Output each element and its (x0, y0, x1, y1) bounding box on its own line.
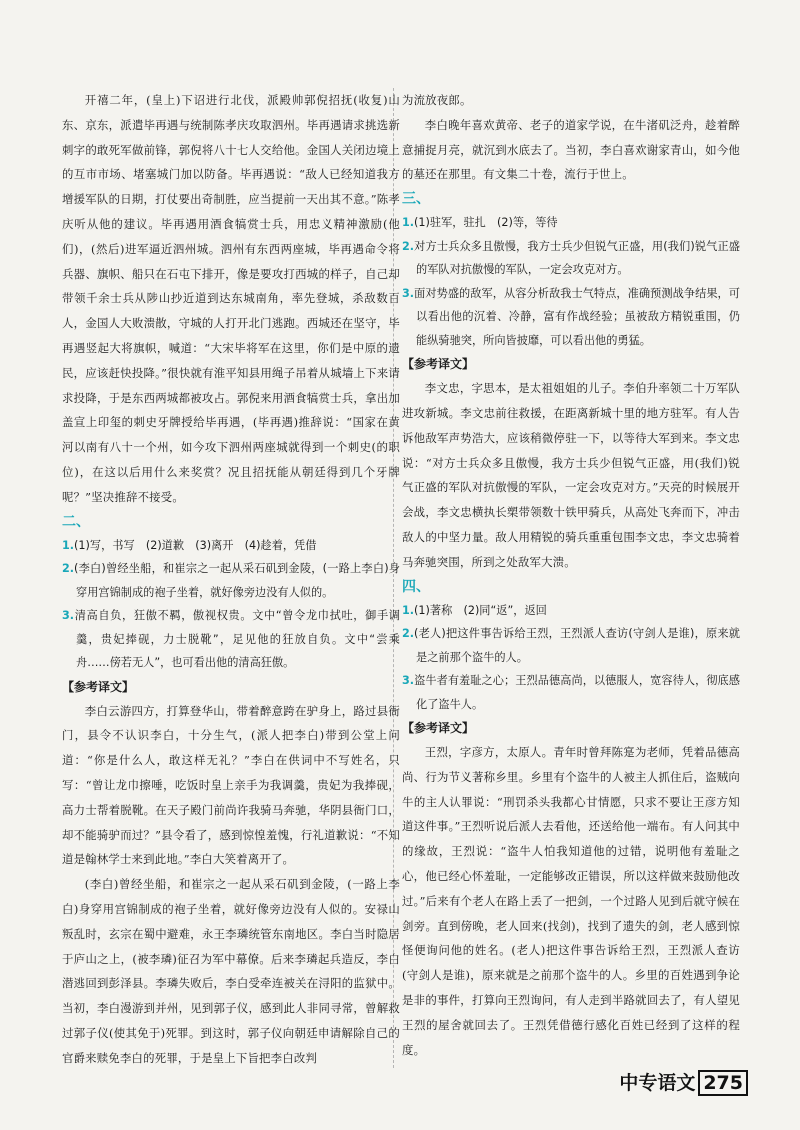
answer-text: 清高自负，狂傲不羁，傲视权贵。文中“曾令龙巾拭吐，御手调羹，贵妃捧砚，力士脱靴”，足见他的狂放自负。文中“尝乘舟……傍若无人”，也可看出他的清高狂傲。 (74, 609, 400, 670)
answer-item (402, 211, 740, 235)
answer-number: 3. (62, 609, 75, 623)
answer-number: 1. (62, 538, 75, 552)
answer-number: 3. (402, 286, 415, 300)
answer-text: 面对势盛的敌军，从容分析敌我士气特点，准确预测战争结果，可以看出他的沉着、冷静，富有作战经验；虽被敌方精锐重围，仍能纵骑驰突，所向皆披靡，可以看出他的勇猛。 (414, 286, 740, 347)
translation-paragraph: 李白云游四方，打算登华山，带着醉意跨在驴身上，路过县衙门，县令不认识李白，十分生气，(派人把李白)带到公堂上问道：“你是什么人，敢这样无礼？”李白在供词中不写姓名，只写：“曾让龙巾擦唾，吃饭时皇上亲手为我调羹，贵妃为我捧砚，高力士帮着脱靴。在天子殿门前尚许我骑马奔驰，华阴县衙门口，却不能骑驴而过？”县令看了，感到惊惶羞愧，行礼道歉说：“不知道是翰林学士来到此地。”李白大笑着离开了。 (62, 703, 400, 867)
reference-translation-label: 【参考译文】 (402, 357, 475, 372)
translation-paragraph: 李文忠，字思本，是太祖姐姐的儿子。李伯升率领二十万军队进攻新城。李文忠前往救援，在距离新城十里的地方驻军。有人告诉他敌军声势浩大，应该稍微停驻一下，以等待大军到来。李文忠说：“对方士兵众多且傲慢，我方士兵少但锐气正盛，用(我们)锐气正盛的军队对抗傲慢的军队，一定会攻克对方。”天亮的时候展开会战，李文忠横执长槊带领数十铁甲骑兵，从高处飞奔而下，冲击敌人的中坚力量。敌人用精锐的骑兵重重包围李文忠，李文忠骑着马奔驰突围，所到之处敌军大溃。 (402, 381, 740, 569)
answer-item (402, 599, 740, 623)
answer-text: 盗牛者有羞耻之心；王烈品德高尚，以德服人，宽容待人，彻底感化了盗牛人。 (414, 674, 740, 711)
answer-item (402, 622, 740, 669)
answer-item (62, 534, 400, 558)
section-heading-2: 二、 (62, 513, 90, 530)
translation-paragraph: 王烈，字彦方，太原人。青年时曾拜陈寔为老师，凭着品德高尚、行为节义著称乡里。乡里有个盗牛的人被主人抓住后，盗贼向牛的主人认罪说：“刑罚杀头我都心甘情愿，只求不要让王彦方知道这件事。”王烈听说后派人去看他，还送给他一端布。有人问其中的缘故，王烈说：“盗牛人怕我知道他的过错，说明他有羞耻之心，他已经心怀羞耻，一定能够改正错误，所以这样做来鼓励他改过。”后来有个老人在路上丢了一把剑，一个过路人见到后就守候在剑旁。直到傍晚，老人回来(找剑)，找到了遗失的剑，老人感到惊怪便询问他的姓名。(老人)把这件事告诉给王烈，王烈派人查访(守剑人是谁)，原来就是之前那个盗牛的人。乡里的百姓遇到争论是非的事件，打算向王烈询问，有人走到半路就回去了，有人望见王烈的屋舍就回去了。王烈凭借德行感化百姓已经到了这样的程度。 (402, 745, 740, 1057)
answer-text: 对方士兵众多且傲慢，我方士兵少但锐气正盛，用(我们)锐气正盛的军队对抗傲慢的军队，一定会攻克对方。 (414, 239, 740, 277)
answer-number: 1. (402, 603, 415, 617)
reference-translation-label: 【参考译文】 (62, 679, 135, 694)
answer-text: (李白)曾经坐船，和崔宗之一起从采石矶到金陵，(一路上李白)身穿用宫锦制成的袍子坐着，就好像旁边没有人似的。 (74, 562, 400, 599)
answer-number: 2. (62, 562, 75, 576)
answer-number: 1. (402, 216, 415, 230)
answer-item (402, 669, 740, 716)
section-heading-4: 四、 (402, 578, 430, 595)
answer-number: 2. (402, 239, 415, 253)
answer-number: 2. (402, 627, 415, 641)
translation-paragraph: 为流放夜郎。 (402, 93, 472, 107)
page-number: 275 (698, 1070, 748, 1096)
answer-item (402, 235, 740, 282)
answer-item (402, 282, 740, 353)
left-column (62, 88, 400, 1071)
right-column (402, 88, 740, 1062)
answer-text: (1)驻军，驻扎 (2)等，等待 (414, 216, 558, 230)
translation-paragraph: (李白)曾经坐船，和崔宗之一起从采石矶到金陵，(一路上李白)身穿用宫锦制成的袍子坐着，就好像旁边没有人似的。安禄山叛乱时，玄宗在蜀中避难，永王李璘统管东南地区。李白当时隐居于庐山之上，(被李璘)征召为军中幕僚。后来李璘起兵造反，李白潜逃回到彭泽县。李璘失败后，李白受牵连被关在浔阳的监狱中。当初，李白漫游到并州，见到郭子仪，感到此人非同寻常，曾解救过郭子仪(使其免于)死罪。到这时，郭子仪向朝廷申请解除自己的官爵来赎免李白的死罪，于是皇上下旨把李白改判 (62, 877, 400, 1065)
answer-text: (1)写，书写 (2)道歉 (3)离开 (4)趁着，凭借 (74, 538, 317, 552)
reference-translation-label: 【参考译文】 (402, 721, 475, 736)
translation-paragraph: 李白晚年喜欢黄帝、老子的道家学说，在牛渚矶泛舟，趁着醉意捕捉月亮，就沉到水底去了。当初，李白喜欢谢家青山，如今他的墓还在那里。有文集二十卷，流行于世上。 (402, 117, 740, 182)
page-footer (619, 1068, 748, 1095)
answer-text: (1)著称 (2)同“返”，返回 (414, 603, 547, 617)
answer-item (62, 557, 400, 604)
translation-paragraph: 开禧二年，(皇上)下诏进行北伐，派殿帅郭倪招抚(收复)山东、京东，派遣毕再遇与统制陈孝庆攻取泗州。毕再遇请求挑选新刺字的敢死军做前锋，郭倪将八十七人交给他。金国人关闭边境上的互市市场、堵塞城门加以防备。毕再遇说：“敌人已经知道我方增援军队的日期，打仗要出奇制胜，应当提前一天出其不意。”陈孝庆听从他的建议。毕再遇用酒食犒赏士兵，用忠义精神激励(他们)，(然后)进军逼近泗州城。泗州有东西两座城，毕再遇命令将兵器、旗帜、船只在石屯下排开，像是要攻打西城的样子，自己却带领千余士兵从陟山抄近道到达东城南角，率先登城，杀敌数百人，金国人大败溃散，守城的人打开北门逃跑。西城还在坚守，毕再遇竖起大将旗帜，喊道：“大宋毕将军在这里，你们是中原的遗民，应该赶快投降。”很快就有淮平知县用绳子吊着从城墙上下来请求投降，于是东西两城都被攻占。郭倪来用酒食犒赏士兵，拿出加盖宣上印玺的刺史牙牌授给毕再遇，(毕再遇)推辞说：“国家在黄河以南有八十一个州，如今攻下泗州两座城就得到一个刺史(的职位)，在这以后用什么来奖赏？况且招抚能从朝廷得到几个牙牌呢？”坚决推辞不接受。 (62, 93, 400, 504)
footer-subject: 中专语文 (619, 1072, 696, 1094)
answer-item (62, 604, 400, 675)
section-heading-3: 三、 (402, 191, 430, 208)
answer-text: (老人)把这件事告诉给王烈，王烈派人查访(守剑人是谁)，原来就是之前那个盗牛的人。 (414, 627, 740, 664)
answer-number: 3. (402, 674, 415, 688)
